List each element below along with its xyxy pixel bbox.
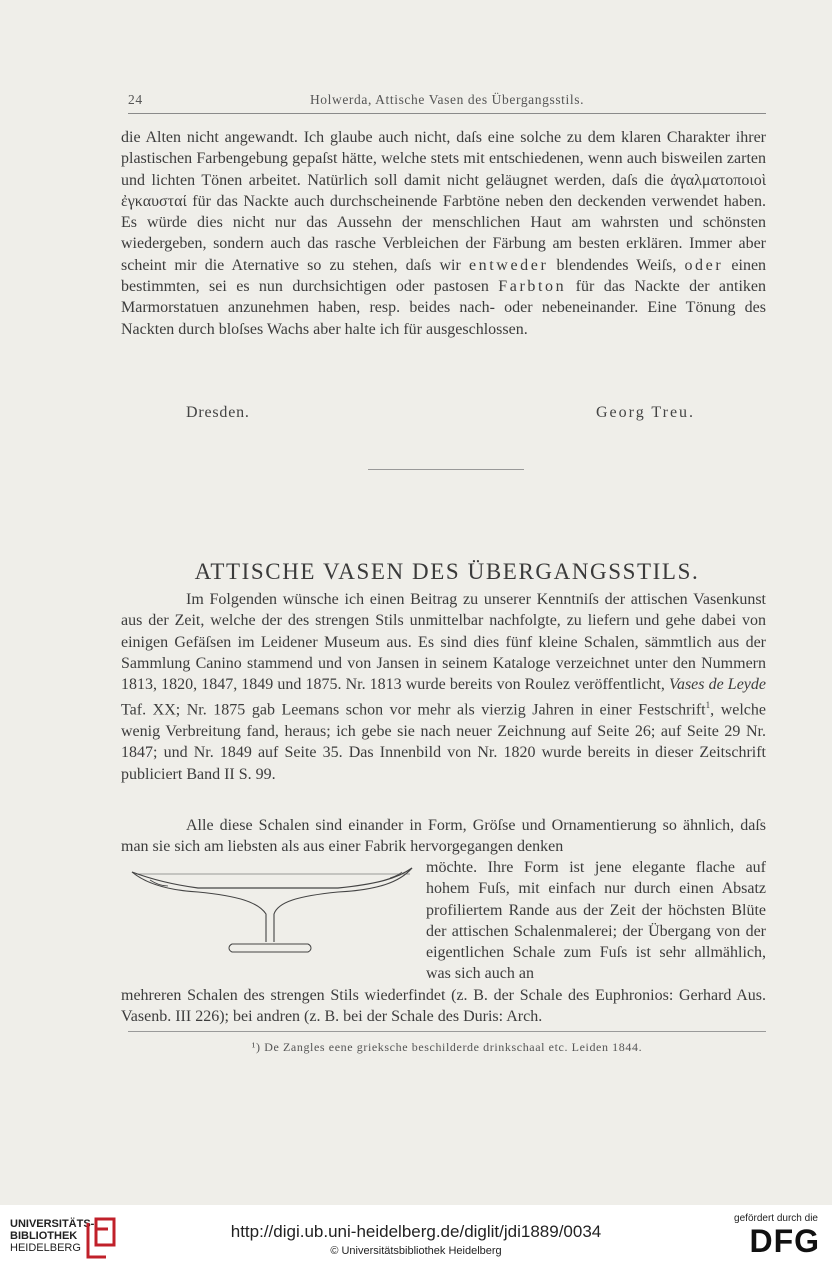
funding-note: gefördert durch die (734, 1213, 818, 1224)
paragraph-1-mid2: einen bestimmten, sei es nun durchsichtigen oder pastosen (121, 256, 767, 296)
page-number: 24 (128, 92, 143, 107)
paragraph-3-wrap: möchte. Ihre Form ist jene elegante flache auf hohem Fuſs, mit einfach nur durch einen Absatz profiliertem Rande aus der Zeit der höchsten Blüte der attischen Schalenmalerei; der Übergang von der eigentlichen Schale zum Fuſs ist sehr allmählich, was sich auch an (426, 859, 766, 983)
paragraph-3-tail: mehreren Schalen des strengen Stils wiederfindet (z. B. der Schale des Euphronios: Gerhard Aus. Vasenb. III 226); bei andren (z. B. bei der Schale des Duris: Arch. (121, 987, 766, 1026)
running-title: Holwerda, Attische Vasen des Übergangsstils. (309, 92, 585, 107)
paragraph-2 (121, 589, 766, 785)
paragraph-1-mid: blendendes Weiſs, (556, 256, 677, 274)
copyright: © Universitätsbibliothek Heidelberg (330, 1245, 502, 1257)
emphasis-oder: oder (684, 256, 724, 274)
paragraph-2-text-c: , welche wenig Verbreitung fand, heraus; ich gebe sie nach neuer Zeichnung auf Seite 26; auf Seite 29 Nr. 1847; und Nr. 1849 auf Seite 35. Das Innenbild von Nr. 1820 wurde bereits in dieser Zeitschrift publiciert Band II S. 99. (121, 701, 766, 783)
institution-line-1: UNIVERSITÄTS- (10, 1218, 95, 1230)
institution-line-3: HEIDELBERG (10, 1242, 81, 1254)
signature-author: Georg Treu. (596, 404, 696, 421)
citation-italic: Vases de Leyde (668, 676, 766, 694)
paragraph-3-text: Alle diese Schalen sind einander in Form, Gröſse und Ornamentierung so ähnlich, daſs man sie sich am liebsten als aus einer Fabrik hervorgegangen denken (121, 817, 766, 856)
paragraph-1-text: die Alten nicht angewandt. Ich glaube auch nicht, daſs eine solche zu dem klaren Charakter ihrer plastischen Farbengebung gepaſst hätte, welche stets mit entschiedenen, wenn auch bisweilen zarten und lichten Tönen arbeitet. Natürlich soll damit nicht geläugnet werden, daſs die ἀγαλματοποιοὶ ἐγκαυσταί für das Nackte auch durchscheinende Farbtöne neben den deckenden verwendet haben. Es würde dies nicht nur das Aussehn der menschlichen Haut am wahrsten und schönsten wiedergeben, sondern auch das rasche Verbleichen der Färbung am besten erklären. Immer aber scheint mir die Aternative so zu stehen, daſs wir (121, 129, 766, 274)
footnote-rule (128, 1031, 766, 1032)
section-heading: ATTISCHE VASEN DES ÜBERGANGSSTILS. (194, 559, 700, 584)
section-separator (368, 469, 524, 470)
emphasis-entweder: entweder (468, 256, 549, 274)
viewer-footer (0, 1205, 832, 1265)
dfg-logo[interactable]: DFG (749, 1223, 820, 1259)
paragraph-2-text: Im Folgenden wünsche ich einen Beitrag zu unserer Kenntniſs der attischen Vasenkunst aus der Zeit, welche der des strengen Stils unmittelbar nachfolgte, zu liefern und gehe dabei von einigen Gefäſsen im Leidener Museum aus. Es sind dies fünf kleine Schalen, sämmtlich aus der Sammlung Canino stammend und von Jansen in seinem Kataloge verzeichnet unter den Nummern 1813, 1820, 1847, 1849 und 1875. Nr. 1813 wurde bereits von Roulez veröffentlicht, (121, 591, 766, 694)
paragraph-3 (121, 815, 766, 858)
footnote-marker: 1 (705, 700, 711, 711)
footnote: ¹) De Zangles eene grieksche beschilderde drinkschaal etc. Leiden 1844. (251, 1040, 643, 1054)
institution-line-2: BIBLIOTHEK (10, 1230, 78, 1242)
paragraph-2-text-b: Taf. XX; Nr. 1875 gab Leemans schon vor mehr als vierzig Jahren in einer Festschrift (121, 701, 706, 719)
emphasis-farbton: Farbton (498, 278, 567, 296)
header-rule (128, 113, 766, 114)
paragraph-1-end: für das Nackte der antiken Marmorstatuen anzunehmen haben, resp. beides nach- oder nebeneinander. Eine Tönung des Nackten durch bloſses Wachs aber halte ich für ausgeschlossen. (121, 278, 767, 338)
permalink-url[interactable]: http://digi.ub.uni-heidelberg.de/diglit/jdi1889/0034 (230, 1222, 602, 1241)
paragraph-1 (121, 127, 766, 340)
signature-place: Dresden. (186, 404, 250, 421)
kylix-drawing (128, 862, 418, 957)
